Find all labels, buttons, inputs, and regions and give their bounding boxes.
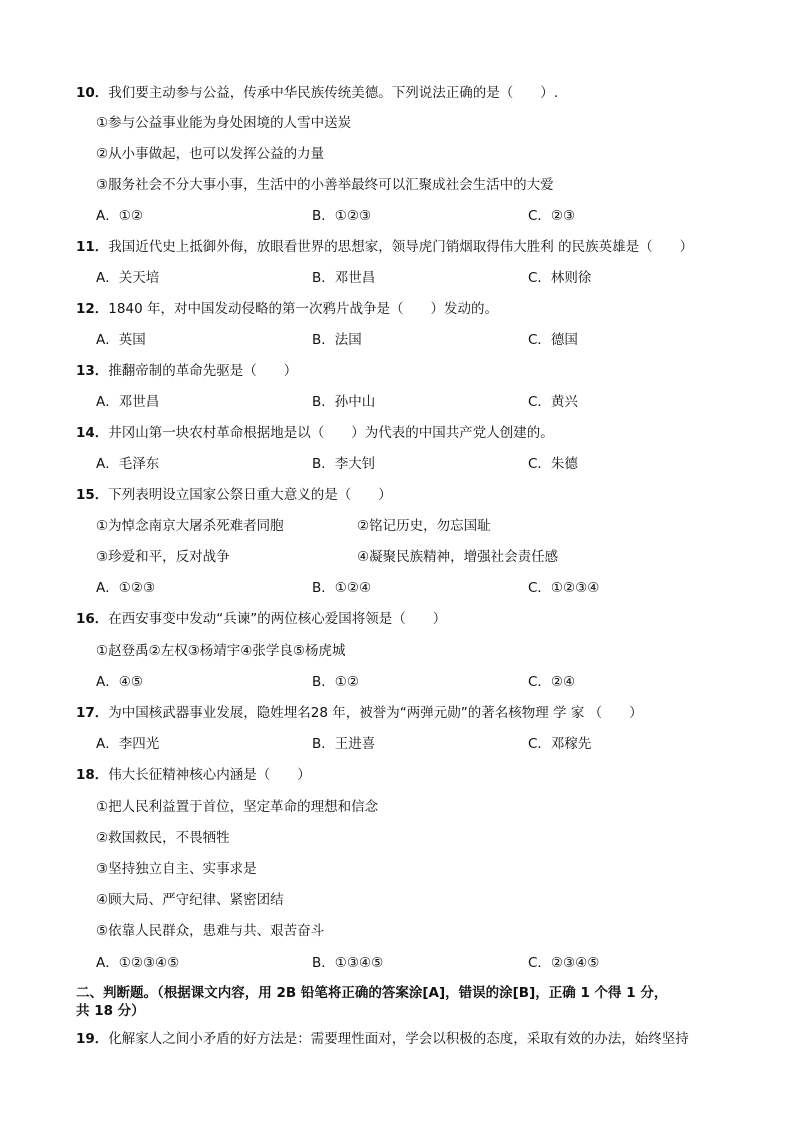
question-text: 为中国核武器事业发展，隐姓埋名28 年，被誉为“两弹元勋”的著名核物理 学 家 （ ） (108, 705, 643, 721)
option-a: A．④⑤ (96, 674, 143, 690)
question-14 (76, 424, 554, 442)
option-b: B．①②③ (312, 208, 372, 224)
option-a: A．①② (96, 208, 143, 224)
option-c: C．林则徐 (528, 270, 592, 286)
question-17 (76, 704, 643, 722)
option-c: C．①②③④ (528, 580, 600, 596)
question-number: 12． (76, 301, 109, 317)
statement: ①赵登禹②左权③杨靖宇④张学良⑤杨虎城 (96, 643, 346, 659)
option-c: C．②④ (528, 674, 576, 690)
statement: ③珍爱和平，反对战争 (96, 549, 230, 565)
question-number: 10． (76, 85, 109, 101)
option-c: C．②③④⑤ (528, 955, 600, 971)
option-c: C．德国 (528, 332, 578, 348)
statement: ②从小事做起，也可以发挥公益的力量 (96, 146, 325, 162)
statement: ②铭记历史，勿忘国耻 (357, 518, 491, 534)
option-b: B．①② (312, 674, 359, 690)
question-text: 下列表明设立国家公祭日重大意义的是（ ） (108, 487, 392, 503)
option-b: B．①②④ (312, 580, 372, 596)
option-a: A．①②③ (96, 580, 156, 596)
question-text: 化解家人之间小矛盾的好方法是：需要理性面对，学会以积极的态度，采取有效的办法，始终坚持 (108, 1031, 689, 1047)
option-a: A．关天培 (96, 270, 160, 286)
question-number: 11． (76, 239, 109, 255)
statement: ①为悼念南京大屠杀死难者同胞 (96, 518, 284, 534)
question-12 (76, 300, 498, 318)
question-10 (76, 84, 558, 102)
option-c: C．②③ (528, 208, 576, 224)
statement: ①参与公益事业能为身处困境的人雪中送炭 (96, 115, 352, 131)
question-18 (76, 766, 311, 784)
statement: ②救国救民，不畏牺牲 (96, 830, 230, 846)
statement: ③坚持独立自主、实事求是 (96, 861, 257, 877)
section-heading-cont: 共 18 分） (76, 1003, 145, 1019)
question-number: 17． (76, 705, 109, 721)
question-11 (76, 238, 693, 256)
statement: ③服务社会不分大事小事，生活中的小善举最终可以汇聚成社会生活中的大爱 (96, 177, 554, 193)
question-text: 推翻帝制的革命先驱是（ ） (108, 363, 298, 379)
question-text: 1840 年，对中国发动侵略的第一次鸦片战争是（ ）发动的。 (108, 301, 498, 317)
option-c: C．邓稼先 (528, 736, 592, 752)
question-text: 井冈山第一块农村革命根据地是以（ ）为代表的中国共产党人创建的。 (108, 425, 554, 441)
option-b: B．孙中山 (312, 394, 376, 410)
question-text: 伟大长征精神核心内涵是（ ） (108, 767, 311, 783)
option-c: C．朱德 (528, 456, 578, 472)
option-b: B．邓世昌 (312, 270, 376, 286)
question-text: 在西安事变中发动“兵谏”的两位核心爱国将领是（ ） (108, 611, 447, 627)
question-text: 我们要主动参与公益，传承中华民族传统美德。下列说法正确的是（ ）. (108, 85, 559, 101)
statement: ④凝聚民族精神，增强社会责任感 (357, 549, 559, 565)
option-a: A．①②③④⑤ (96, 955, 180, 971)
option-a: A．邓世昌 (96, 394, 160, 410)
question-text: 我国近代史上抵御外侮，放眼看世界的思想家，领导虎门销烟取得伟大胜利 的民族英雄是（ ） (108, 239, 694, 255)
question-number: 15． (76, 487, 109, 503)
statement: ⑤依靠人民群众，患难与共、艰苦奋斗 (96, 923, 325, 939)
section-heading: 二、判断题。（根据课文内容，用 2B 铅笔将正确的答案涂[A]，错误的涂[B]，正确 1 个得 1 分， (76, 985, 668, 1001)
option-a: A．李四光 (96, 736, 160, 752)
question-number: 19． (76, 1031, 109, 1047)
option-b: B．王进喜 (312, 736, 376, 752)
question-15 (76, 486, 392, 504)
option-b: B．法国 (312, 332, 362, 348)
question-19 (76, 1030, 689, 1048)
statement: ④顾大局、严守纪律、紧密团结 (96, 892, 284, 908)
question-number: 16． (76, 611, 109, 627)
question-16 (76, 610, 446, 628)
option-c: C．黄兴 (528, 394, 578, 410)
option-b: B．①③④⑤ (312, 955, 384, 971)
statement: ①把人民利益置于首位，坚定革命的理想和信念 (96, 799, 379, 815)
option-a: A．英国 (96, 332, 146, 348)
question-number: 14． (76, 425, 109, 441)
question-13 (76, 362, 297, 380)
question-number: 18． (76, 767, 109, 783)
question-number: 13． (76, 363, 109, 379)
option-b: B．李大钊 (312, 456, 376, 472)
option-a: A．毛泽东 (96, 456, 160, 472)
